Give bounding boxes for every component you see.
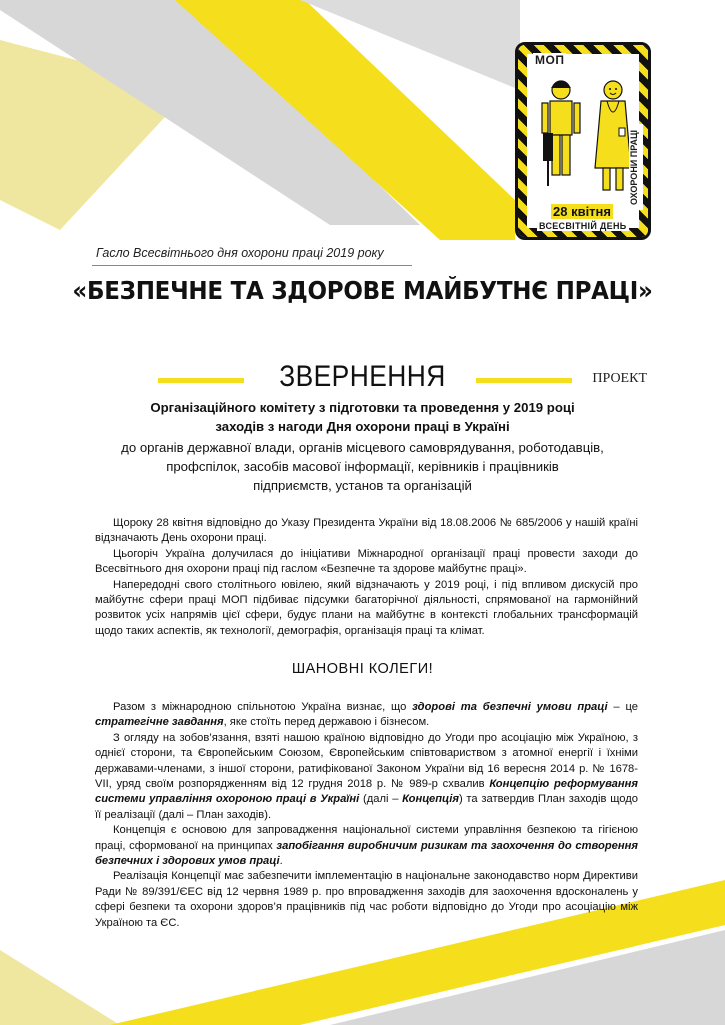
paragraph: Напередодні свого столітнього ювілею, який відзначають у 2019 році, і під впливом дискусій про майбутнє сфери праці МОП підбиває підсумки багаторічної діяльності, спрямованої на гармонійний розвиток усіх напрямів цієї сфери, будує плани на майбутнє в контексті глобальних трансформацій щодо таких аспектів, як технології, демографія, організація праці та клімат. xyxy=(95,578,638,637)
emphasis: здорові та безпечні умови праці xyxy=(412,701,608,713)
page-title: ЗВЕРНЕННЯ xyxy=(279,360,446,393)
text-run: З огляду на зобов’язання, взяті нашою країною відповідно до Угоди про асоціацію між Україною, з однієї сторони, та Європейським Союзом, Європейським співтовариством з атомної енергії і їхніми державами-членами, з іншої сторони, ратифікованої Законом України від 16 вересня 2014 р. № 1678-VII, уряд своїм розпорядженням від 12 грудня 2018 р. № 989-р схвалив xyxy=(95,731,638,791)
text-run: , яке стоїть перед державою і бізнесом. xyxy=(223,716,430,729)
world-day-logo xyxy=(515,42,651,240)
intro-section xyxy=(95,516,638,639)
text-run: . xyxy=(279,855,283,868)
logo-org-label: МОП xyxy=(535,53,565,67)
paragraph: Щороку 28 квітня відповідно до Указу Президента України від 18.08.2006 № 685/2006 у нашій країні відзначають День охорони праці. xyxy=(95,517,638,545)
workers-figures-icon xyxy=(533,68,641,208)
addressees-line: профспілок, засобів масової інформації, керівників і працівників xyxy=(166,459,559,474)
emphasis: стратегічне завдання xyxy=(95,716,224,729)
paragraph xyxy=(95,700,638,731)
draft-label: ПРОЕКТ xyxy=(592,371,647,386)
appeal-addressees xyxy=(0,438,725,495)
main-section xyxy=(95,700,638,931)
emphasis: Концепцію реформування системи управління охороною праці в Україні xyxy=(95,778,639,806)
subtitle-line: заходів з нагоди Дня охорони праці в Україні xyxy=(215,419,510,434)
subtitle-line: Організаційного комітету з підготовки та проведення у 2019 році xyxy=(150,400,575,415)
slogan-intro: Гасло Всесвітнього дня охорони праці 2019 року xyxy=(96,246,384,260)
text-run: Концепція є основою для запровадження національної системи управління безпекою та гігієною праці, сформованої на принципах xyxy=(95,824,638,852)
addressees-line: підприємств, установ та організацій xyxy=(253,478,472,493)
logo-vertical-text: ОХОРОНИ ПРАЦІ xyxy=(629,124,643,210)
text-run: Разом з міжнародною спільнотою Україна визнає, що xyxy=(113,701,413,713)
greeting-heading: ШАНОВНІ КОЛЕГИ! xyxy=(291,661,434,677)
paragraph xyxy=(95,823,638,869)
appeal-subtitle xyxy=(0,398,725,436)
text-run: – це xyxy=(607,701,638,713)
paragraph: Реалізація Концепції має забезпечити імплементацію в національне законодавство норм Директиви Ради № 89/391/ЄЕС від 12 червня 1989 р. про впровадження заходів для заохочення вдосконалень у сфері безпеки та охорони здоров’я працівників під час роботи відповідно до Угоди про асоціацію між Україною та ЄС. xyxy=(95,870,638,929)
logo-inner xyxy=(527,53,639,231)
paragraph: Цьогоріч Україна долучилася до ініціативи Міжнародної організації праці провести заходи до Всесвітнього дня охорони праці під гаслом «Безпечне та здорове майбутнє праці». xyxy=(95,547,638,576)
text-run: ) та затвердив План заходів щодо її реалізації (далі – План заходів). xyxy=(95,793,638,821)
slogan-divider xyxy=(92,265,412,266)
slogan-headline: «БЕЗПЕЧНЕ ТА ЗДОРОВЕ МАЙБУТНЄ ПРАЦІ» xyxy=(72,276,653,305)
emphasis: запобігання виробничим ризикам та заохочення до створення безпечних і здорових умов праці xyxy=(95,839,639,868)
bg-bottom-left-pale xyxy=(0,950,120,1025)
addressees-line: до органів державної влади, органів місцевого самоврядування, роботодавців, xyxy=(121,440,604,455)
text-run: (далі – xyxy=(359,793,403,806)
logo-bottom-text: ВСЕСВІТНІЙ ДЕНЬ xyxy=(539,221,627,231)
emphasis: Концепція xyxy=(402,793,459,806)
logo-date: 28 квітня xyxy=(553,204,611,219)
paragraph xyxy=(95,731,638,823)
